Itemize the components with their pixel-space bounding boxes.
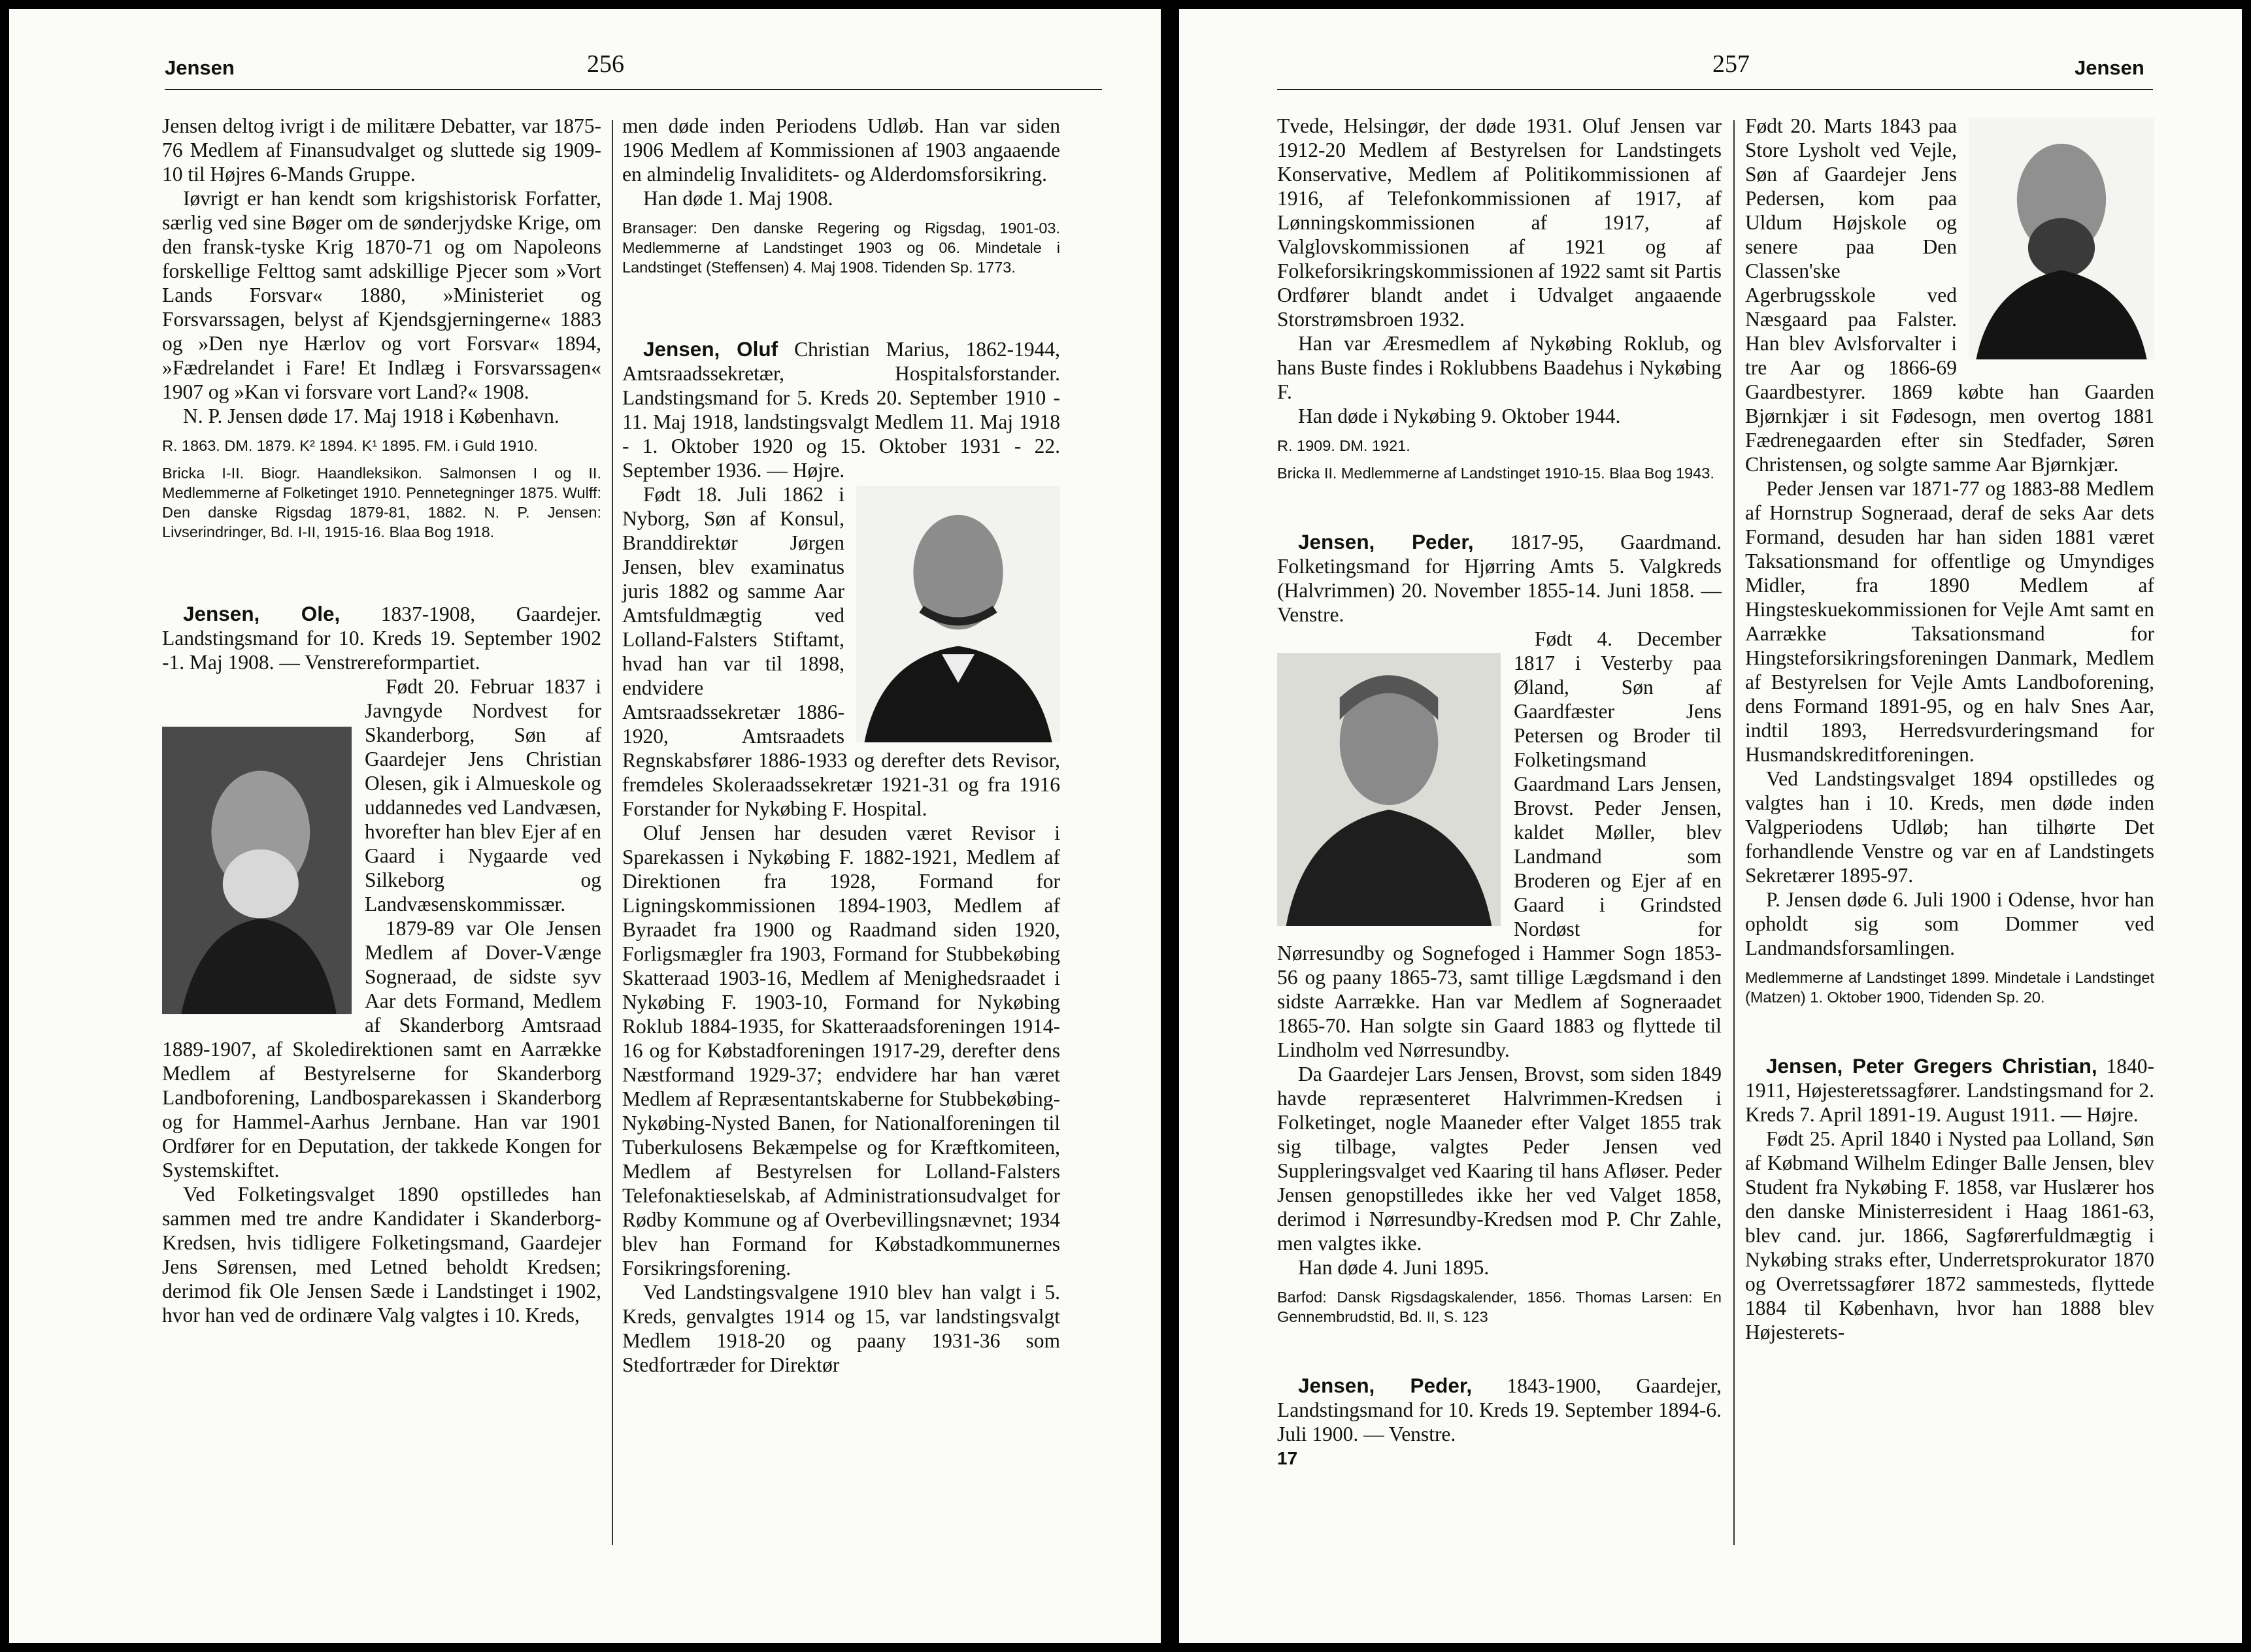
reference-sources: Medlemmerne af Landstinget 1899. Mindetale i Landstinget (Matzen) 1. Oktober 1900, Tidenden Sp. 20. bbox=[1745, 969, 2154, 1006]
entry-summary: 1837-1908, Gaardejer. Landstingsmand for 10. Kreds 19. September 1902 -1. Maj 1908. — Venstrereformpartiet. bbox=[162, 603, 602, 674]
header-rule bbox=[1277, 89, 2153, 90]
paragraph: Jensen deltog ivrigt i de militære Debatter, var 1875-76 Medlem af Finansudvalget og sluttede sig 1909-10 til Højres 6-Mands Gruppe. bbox=[162, 114, 601, 186]
reference-honours: R. 1909. DM. 1921. bbox=[1277, 437, 1410, 454]
portrait-peder-jensen-1817 bbox=[1277, 653, 1501, 926]
entry-summary: 1817-95, Gaardmand. Folketingsmand for Hjørring Amts 5. Valgkreds (Halvrimmen) 20. November 1855-14. Juni 1858. — Venstre. bbox=[1277, 531, 1722, 626]
paragraph: Født 25. April 1840 i Nysted paa Lolland, Søn af Købmand Wilhelm Edinger Balle Jensen, blev Student fra Nykøbing F. 1858, var Huslærer hos den danske Ministerresident i Haag 1861-63, blev cand. jur. 1866, Sagførerfuldmægtig i Nykøbing straks efter, Underretsprokurator 1870 og Overretssagfører 1872 sammesteds, flyttede 1884 til København, hvor han 1888 blev Højesterets- bbox=[1745, 1127, 2154, 1344]
paragraph: Iøvrigt er han kendt som krigshistorisk Forfatter, særlig ved sine Bøger om de sønderjydske Krige, om den fransk-tyske Krig 1870-71 og om Napoleons forskellige Felttog samt adskillige Pjecer som »Vort Lands Forsvar« 1880, »Ministeriet og Forsvarssagen, belyst af Kjendsgjerningerne« 1883 og »Den nye Hærlov og vort Forsvar« 1894, »Fædrelandet i Fare! Et Indlæg i Forsvarssagen« 1907 og »Kan vi forsvare vort Land?« 1908. bbox=[162, 187, 601, 403]
entry-heading bbox=[1277, 530, 1722, 627]
running-name: Jensen bbox=[165, 56, 235, 79]
running-head-right bbox=[1179, 47, 2242, 86]
portrait-peder-jensen-1843 bbox=[1969, 118, 2154, 359]
paragraph: Født 20. Februar 1837 i Javngyde Nordvest for Skanderborg, Søn af Gaardejer Jens Christian Olesen, gik i Almueskole og uddannedes ved Landvæsen, hvorefter han blev Ejer af en Gaard i Nygaarde ved Silkeborg og Landvæsenskommissær. bbox=[365, 675, 601, 916]
reference-honours: R. 1863. DM. 1879. K² 1894. K¹ 1895. FM. i Guld 1910. bbox=[162, 437, 538, 454]
entry-summary: 1843-1900, Gaardejer, Landstingsmand for 10. Kreds 19. September 1894-6. Juli 1900. — Venstre. bbox=[1277, 1374, 1722, 1446]
paragraph: men døde inden Periodens Udløb. Han var siden 1906 Medlem af Kommissionen af 1903 angaaende en almindelig Invaliditets- og Alderdomsforsikring. bbox=[622, 114, 1060, 186]
entry-name: Jensen, Oluf bbox=[643, 337, 778, 361]
page-number: 256 bbox=[587, 50, 624, 78]
entry-summary: Christian Marius, 1862-1944, Amtsraadssekretær, Hospitalsforstander. Landstingsmand for 5. Kreds 20. September 1910 - 11. Maj 1918, landstingsvalgt Medlem 11. Maj 1918 - 1. Oktober 1920 og 15. Oktober 1931 - 22. September 1936. — Højre. bbox=[622, 338, 1060, 482]
reference-sources: Bransager: Den danske Regering og Rigsdag, 1901-03. Medlemmerne af Landstinget 1903 og 06. Mindetale i Landstinget (Steffensen) 4. Maj 1908. Tidenden Sp. 1773. bbox=[622, 220, 1060, 276]
paragraph: N. P. Jensen døde 17. Maj 1918 i København. bbox=[183, 405, 559, 427]
paragraph: Oluf Jensen har desuden været Revisor i Sparekassen i Nykøbing F. 1882-1921, Medlem af Direktionen fra 1928, Formand for Ligningskommissionen 1894-1903, Medlem af Byraadet fra 1900 og Raadmand siden 1920, Forligsmægler fra 1903, Formand for Stubbekøbing Skatteraad 1903-16, Medlem af Menighedsraadet i Nykøbing F. 1903-10, Formand for Nykøbing Roklub 1884-1935, for Skatteraadsforeningen 1914-16 og for Købstadforeningen 1917-29, derefter dens Næstformand 1929-37; endvidere har han været Medlem af Repræsentantskaberne for Stubbekøbing-Nykøbing-Nysted Banen, for Nationalforeningen til Tuberkulosens Bekæmpelse og for Kræftkomiteen, Medlem af Bestyrelsen for Lolland-Falsters Telefonaktieselskab, af Administrationsudvalget for Rødby Kommune og af Overbevillingsnævnet; 1934 blev han Formand for Købstadkommunernes Forsikringsforening. bbox=[622, 821, 1060, 1280]
entry-name: Jensen, Ole, bbox=[183, 602, 341, 625]
paragraph: Ved Folketingsvalget 1890 opstilledes han sammen med tre andre Kandidater i Skanderborg-Kredsen, hvis tidligere Folketingsmand, Gaardejer Jens Sørensen, med Letned beholdt Kredsen; derimod fik Ole Jensen Sæde i Landstinget i 1902, hvor han ved de ordinære Valg valgtes i 10. Kreds, bbox=[162, 1183, 601, 1327]
left-column-1 bbox=[162, 114, 601, 1327]
entry-heading bbox=[162, 602, 601, 674]
entry-heading bbox=[1277, 1374, 1722, 1446]
running-name: Jensen bbox=[2075, 56, 2144, 79]
paragraph: Ved Landstingsvalget 1894 opstilledes og valgtes han i 10. Kreds, men døde inden Valgperiodens Udløb; han tilhørte Det forhandlende Venstre og var en af Landstingets Sekretærer 1895-97. bbox=[1745, 767, 2154, 887]
paragraph: Født 4. December 1817 i Vesterby paa Øland, Søn af Gaardfæster Jens Petersen og Broder til Folketingsmand Gaardmand Lars Jensen, Brovst. Peder Jensen, kaldet Møller, blev Landmand som Broderen og Ejer af en Gaard i Grindsted Nordøst for Nørresundby og Sognefoged i Hammer Sogn 1853-56 og paany 1865-73, samt tillige Lægdsmand i den sidste Aarrække. Han var Medlem af Sogneraadet 1865-70. Han solgte sin Gaard 1883 og flyttede til Lindholm ved Nørresundby. bbox=[1277, 627, 1722, 1061]
paragraph: Ved Landstingsvalgene 1910 blev han valgt i 5. Kreds, genvalgtes 1914 og 15, var landstingsvalgt Medlem 1918-20 og paany 1931-36 som Stedfortræder for Direktør bbox=[622, 1281, 1060, 1376]
running-head-left bbox=[9, 47, 1161, 86]
paragraph: Han var Æresmedlem af Nykøbing Roklub, og hans Buste findes i Roklubbens Baadehus i Nykøbing F. bbox=[1277, 332, 1722, 403]
entry-name: Jensen, Peder, bbox=[1298, 1374, 1473, 1397]
reference-sources: Bricka II. Medlemmerne af Landstinget 1910-15. Blaa Bog 1943. bbox=[1277, 465, 1714, 482]
paragraph: P. Jensen døde 6. Juli 1900 i Odense, hvor han opholdt sig som Dommer ved Landmandsforsamlingen. bbox=[1745, 888, 2154, 959]
paragraph: 1879-89 var Ole Jensen Medlem af Dover-Vænge Sogneraad, de sidste syv Aar dets Formand, Medlem af Skanderborg Amtsraad 1889-1907, af Skoledirektionen samt en Aarrække Medlem af Bestyrelserne for Skanderborg Landboforening, Landbosparekassen i Skanderborg og for Hammel-Aarhus Jernbane. Han var 1901 Ordfører for en Deputation, der takkede Kongen for Systemskiftet. bbox=[162, 917, 601, 1181]
left-column-2 bbox=[622, 114, 1060, 1377]
entry-name: Jensen, Peder, bbox=[1298, 530, 1474, 553]
right-column-2 bbox=[1745, 114, 2154, 1344]
left-page bbox=[9, 9, 1161, 1643]
entry-summary: 1840-1911, Højesteretssagfører. Landstingsmand for 2. Kreds 7. April 1891-19. August 1911. — Højre. bbox=[1745, 1055, 2155, 1126]
paragraph: Født 20. Marts 1843 paa Store Lysholt ved Vejle, Søn af Gaardejer Jens Pedersen, kom paa Uldum Højskole og senere paa Den Classen'ske Agerbrugsskole ved Næsgaard paa Falster. Han blev Avlsforvalter i tre Aar og 1866-69 Gaardbestyrer. 1869 købte han Gaarden Bjørnkjær i sit Fødesogn, men overtog 1881 Fædrenegaarden efter sin Stedfader, Søren Christensen, og solgte samme Aar Bjørnkjær. bbox=[1745, 114, 2154, 476]
header-rule bbox=[165, 89, 1102, 90]
column-divider bbox=[612, 120, 613, 1545]
right-page bbox=[1179, 9, 2242, 1643]
entry-heading bbox=[1745, 1054, 2154, 1127]
paragraph: Han døde i Nykøbing 9. Oktober 1944. bbox=[1298, 405, 1621, 427]
page-number: 257 bbox=[1712, 50, 1750, 78]
paragraph: Han døde 1. Maj 1908. bbox=[643, 187, 833, 210]
paragraph: Tvede, Helsingør, der døde 1931. Oluf Jensen var 1912-20 Medlem af Bestyrelsen for Landstingets Konservative, Medlem af Politikommissionen af 1916, af Telefonkommissionen af 1917, af Lønningskommissionen af 1917, af Valglovskommissionen af 1921 og af Folkeforsikringskommissionen af 1922 samt sit Partis Ordfører blandt andet i Udvalget angaaende Storstrømsbroen 1932. bbox=[1277, 114, 1722, 331]
portrait-oluf-jensen bbox=[856, 486, 1060, 742]
column-divider bbox=[1733, 120, 1735, 1545]
portrait-ole-jensen bbox=[162, 727, 352, 1014]
reference-sources: Bricka I-II. Biogr. Haandleksikon. Salmonsen I og II. Medlemmerne af Folketinget 1910. Pennetegninger 1875. Wulff: Den danske Rigsdag 1879-81, 1882. N. P. Jensen: Livserindringer, Bd. I-II, 1915-16. Blaa Bog 1918. bbox=[162, 465, 601, 540]
entry-heading bbox=[622, 337, 1060, 482]
signature-mark: 17 bbox=[1277, 1448, 1298, 1468]
paragraph: Da Gaardejer Lars Jensen, Brovst, som siden 1849 havde repræsenteret Halvrimmen-Kredsen i Folketinget, nogle Maaneder efter Valget 1855 trak sig tilbage, valgtes Peder Jensen ved Suppleringsvalget ved Kaaring til hans Afløser. Peder Jensen genopstilledes ikke her ved Valget 1858, derimod i Nørresundby-Kredsen mod P. Chr Zahle, men valgtes ikke. bbox=[1277, 1063, 1722, 1255]
paragraph: Peder Jensen var 1871-77 og 1883-88 Medlem af Hornstrup Sogneraad, deraf de seks Aar dets Formand, desuden har han siden 1881 været Taksationsmand for offentlige og Umyndiges Midler, fra 1890 Medlem af Hingsteskuekommissionen for Vejle Amt samt en Aarrække Taksationsmand for Hingsteforsikringsforeningen Danmark, Medlem af Bestyrelsen for Vejle Amts Landboforening, dens Formand 1891-95, og en halv Snes Aar, indtil 1893, Herredsvurderingsmand for Husmandskreditforeningen. bbox=[1745, 477, 2154, 766]
reference-sources: Barfod: Dansk Rigsdagskalender, 1856. Thomas Larsen: En Gennembrudstid, Bd. II, S. 123 bbox=[1277, 1289, 1722, 1325]
paragraph: Født 18. Juli 1862 i Nyborg, Søn af Konsul, Branddirektør Jørgen Jensen, blev examinatus juris 1882 og samme Aar Amtsfuldmægtig ved Lolland-Falsters Stiftamt, hvad han var til 1898, endvidere Amtsraadssekretær 1886-1920, Amtsraadets Regnskabsfører 1886-1933 og derefter dets Revisor, fremdeles Skoleraadssekretær 1921-31 og fra 1916 Forstander for Nykøbing F. Hospital. bbox=[622, 483, 1060, 820]
entry-name: Jensen, Peter Gregers Christian, bbox=[1766, 1054, 2097, 1078]
right-column-1 bbox=[1277, 114, 1722, 1470]
paragraph: Han døde 4. Juni 1895. bbox=[1298, 1256, 1490, 1279]
